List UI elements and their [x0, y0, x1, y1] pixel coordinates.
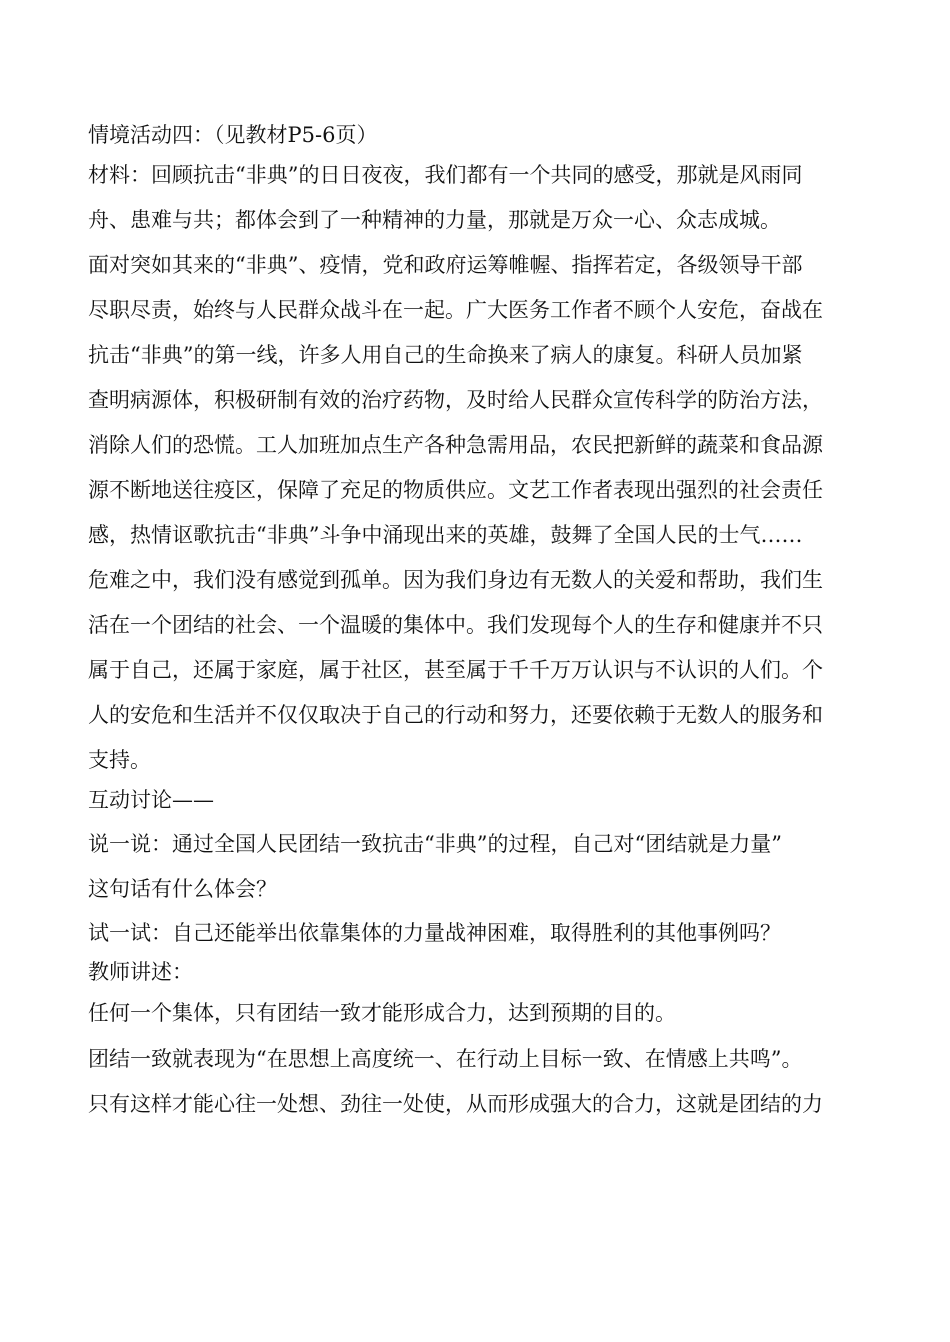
text-line: 抗击“非典”的第一线，许多人用自己的生命换来了病人的康复。科研人员加紧 [88, 343, 803, 367]
heading-line: 情境活动四：（见教材P5-6页） [88, 123, 378, 147]
activity-heading [88, 118, 864, 153]
text-line: 材料：回顾抗击“非典”的日日夜夜，我们都有一个共同的感受，那就是风雨同 [88, 163, 803, 187]
text-line: 面对突如其来的“非典”、疫情，党和政府运筹帷幄、指挥若定，各级领导干部 [88, 253, 803, 277]
text-line: 教师讲述： [88, 960, 193, 984]
text-line: 说一说：通过全国人民团结一致抗击“非典”的过程，自己对“团结就是力量” [88, 832, 782, 856]
discussion-heading [88, 783, 864, 818]
text-line: 危难之中，我们没有感觉到孤单。因为我们身边有无数人的关爱和帮助，我们生 [88, 568, 823, 592]
text-line: 互动讨论—— [88, 788, 214, 812]
say-question [88, 822, 864, 912]
text-line: 感，热情讴歌抗击“非典”斗争中涌现出来的英雄，鼓舞了全国人民的士气…… [88, 523, 803, 547]
try-question [88, 916, 864, 951]
teacher-statement-2 [88, 1037, 864, 1127]
reflection-paragraph [88, 558, 864, 783]
document-content [88, 118, 864, 1127]
material-paragraph [88, 153, 864, 243]
text-line: 舟、患难与共；都体会到了一种精神的力量，那就是万众一心、众志成城。 [88, 208, 781, 232]
text-line: 尽职尽责，始终与人民群众战斗在一起。广大医务工作者不顾个人安危，奋战在 [88, 298, 823, 322]
text-line: 人的安危和生活并不仅仅取决于自己的行动和努力，还要依赖于无数人的服务和 [88, 703, 823, 727]
text-line: 这句话有什么体会？ [88, 877, 277, 901]
text-line: 消除人们的恐慌。工人加班加点生产各种急需用品，农民把新鲜的蔬菜和食品源 [88, 433, 823, 457]
text-line: 试一试：自己还能举出依靠集体的力量战神困难，取得胜利的其他事例吗？ [88, 921, 781, 945]
text-line: 属于自己，还属于家庭，属于社区，甚至属于千千万万认识与不认识的人们。个 [88, 658, 823, 682]
text-line: 团结一致就表现为“在思想上高度统一、在行动上目标一致、在情感上共鸣”。 [88, 1047, 803, 1071]
text-line: 查明病源体，积极研制有效的治疗药物，及时给人民群众宣传科学的防治方法， [88, 388, 823, 412]
text-line: 任何一个集体，只有团结一致才能形成合力，达到预期的目的。 [88, 1001, 676, 1025]
text-line: 活在一个团结的社会、一个温暖的集体中。我们发现每个人的生存和健康并不只 [88, 613, 823, 637]
teacher-statement-1 [88, 996, 864, 1031]
teacher-heading [88, 955, 864, 990]
body-paragraph [88, 243, 864, 558]
text-line: 只有这样才能心往一处想、劲往一处使，从而形成强大的合力，这就是团结的力 [88, 1092, 823, 1116]
text-line: 源不断地送往疫区，保障了充足的物质供应。文艺工作者表现出强烈的社会责任 [88, 478, 823, 502]
text-line: 支持。 [88, 748, 151, 772]
